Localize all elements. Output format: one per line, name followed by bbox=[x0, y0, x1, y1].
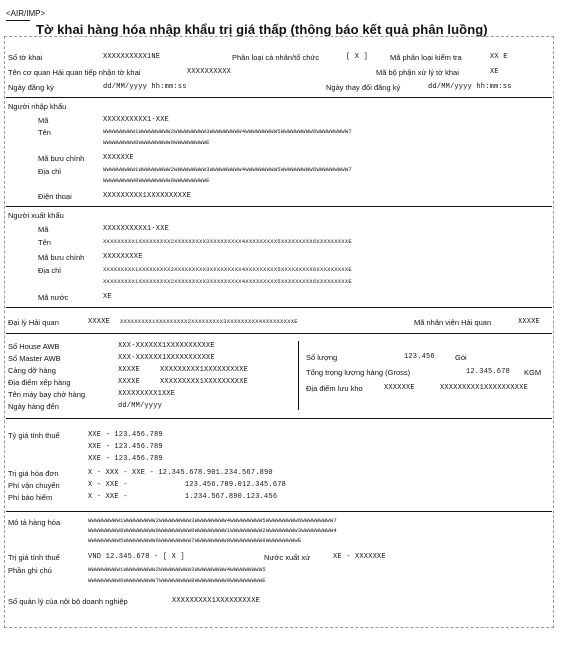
ty-gia-line-3: XXE - 123.456.789 bbox=[88, 455, 163, 463]
importer-ma-value: XXXXXXXXXX1-XXE bbox=[103, 116, 170, 124]
phan-loai-value: [ X ] bbox=[346, 53, 369, 61]
luu-kho-name: XXXXXXXXX1XXXXXXXXXE bbox=[440, 384, 529, 392]
ghi-chu-line2: WWWWWWWWW6WWWWWWWWW7WWWWWWWWW8WWWWWWWWW9WWWWWWWWWE bbox=[88, 577, 266, 584]
tri-gia-tinh-thue-label: Trị giá tính thuế bbox=[8, 553, 60, 562]
exporter-heading: Người xuất khẩu bbox=[8, 211, 64, 220]
dai-ly-label: Đại lý Hải quan bbox=[8, 318, 59, 327]
ngay-den-value: dd/MM/yyyy bbox=[118, 402, 163, 410]
luu-kho-label: Địa điểm lưu kho bbox=[306, 384, 363, 393]
importer-buu-chinh-label: Mã bưu chính bbox=[38, 154, 85, 163]
phan-loai-label: Phân loại cá nhân/tổ chức bbox=[232, 53, 320, 62]
so-luong-value: 123.456 bbox=[404, 353, 435, 361]
ty-gia-line-2: XXE - 123.456.789 bbox=[88, 443, 163, 451]
importer-ma-label: Mã bbox=[38, 116, 49, 125]
importer-heading: Người nhập khẩu bbox=[8, 102, 67, 111]
house-awb-label: Số House AWB bbox=[8, 342, 60, 351]
exporter-dia-chi-line1: XXXXXXXXX1XXXXXXXXX2XXXXXXXXX3XXXXXXXXX4XXXXXXXXX5XXXXXXXXX6XXXXXXXXXE bbox=[103, 266, 352, 273]
tri-gia-tinh-thue-value: VND 12.345.678 - [ X ] bbox=[88, 553, 185, 561]
phi-van-chuyen-value: X - XXE - 123.456.789.012.345.678 bbox=[88, 481, 287, 489]
trong-luong-unit: KGM bbox=[524, 368, 542, 377]
exporter-ten-label: Tên bbox=[38, 238, 51, 247]
phi-van-chuyen-label: Phí vận chuyển bbox=[8, 481, 60, 490]
mo-ta-line3: WWWWWWWWW5WWWWWWWWW6WWWWWWWWW7WWWWWWWWW8WWWWWWWWW9WWWWWWWWWE bbox=[88, 537, 302, 544]
phi-bao-hiem-value: X - XXE - 1.234.567.890.123.456 bbox=[88, 493, 278, 501]
phi-bao-hiem-label: Phí bảo hiểm bbox=[8, 493, 53, 502]
ngay-thay-doi-label: Ngày thay đổi đăng ký bbox=[326, 83, 401, 92]
so-to-khai-value: XXXXXXXXXX1NE bbox=[103, 53, 161, 61]
mo-ta-line1: WWWWWWWWW1WWWWWWWWW2WWWWWWWWW3WWWWWWWWW4WWWWWWWWW5WWWWWWWWW6WWWWWWWWW7 bbox=[88, 517, 337, 524]
dai-ly-name: XXXXXXXXX1XXXXXXXXX2XXXXXXXXX3XXXXXXXXX4XXXXXXXXXE bbox=[120, 318, 298, 325]
importer-ten-label: Tên bbox=[38, 128, 51, 137]
ngay-dang-ky-label: Ngày đăng ký bbox=[8, 83, 54, 92]
ma-bo-phan-value: XE bbox=[490, 68, 499, 76]
trong-luong-value: 12.345.678 bbox=[466, 368, 511, 376]
ma-phan-loai-label: Mã phân loại kiểm tra bbox=[390, 53, 462, 62]
importer-dien-thoai-value: XXXXXXXXX1XXXXXXXXXE bbox=[103, 192, 192, 200]
ngay-thay-doi-value: dd/MM/yyyy hh:mm:ss bbox=[428, 83, 512, 91]
ma-nhan-vien-value: XXXXE bbox=[518, 318, 541, 326]
master-awb-value: XXX-XXXXXX1XXXXXXXXXXE bbox=[118, 354, 215, 362]
exporter-buu-chinh-value: XXXXXXXXE bbox=[103, 253, 143, 261]
ghi-chu-line1: WWWWWWWWW1WWWWWWWWW2WWWWWWWWW3WWWWWWWWW4WWWWWWWWW5 bbox=[88, 566, 266, 573]
mo-ta-label: Mô tả hàng hóa bbox=[8, 518, 61, 527]
importer-dia-chi-line2: WWWWWWWWW8WWWWWWWWW9WWWWWWWWWE bbox=[103, 177, 210, 184]
trong-luong-label: Tổng trọng lượng hàng (Gross) bbox=[306, 368, 411, 377]
importer-ten-line2: WWWWWWWWW8WWWWWWWWW9WWWWWWWWWE bbox=[103, 139, 210, 146]
importer-ten-line1: WWWWWWWWW1WWWWWWWWW2WWWWWWWWW3WWWWWWWWW4WWWWWWWWW5WWWWWWWWW6WWWWWWWWW7 bbox=[103, 128, 352, 135]
exporter-ma-label: Mã bbox=[38, 225, 49, 234]
master-awb-label: Số Master AWB bbox=[8, 354, 61, 363]
so-luong-unit: Gói bbox=[455, 353, 467, 362]
cang-do-code: XXXXE bbox=[118, 366, 141, 374]
page-title: Tờ khai hàng hóa nhập khẩu trị giá thấp (thông báo kết quả phân luồng) bbox=[36, 22, 488, 37]
exporter-buu-chinh-label: Mã bưu chính bbox=[38, 253, 85, 262]
dia-diem-xep-name: XXXXXXXXX1XXXXXXXXXE bbox=[160, 378, 249, 386]
exporter-ten-line1: XXXXXXXXX1XXXXXXXXX2XXXXXXXXX3XXXXXXXXX4XXXXXXXXX5XXXXXXXXX6XXXXXXXXXE bbox=[103, 238, 352, 245]
ma-bo-phan-label: Mã bộ phận xử lý tờ khai bbox=[376, 68, 459, 77]
may-bay-value: XXXXXXXXX1XXE bbox=[118, 390, 176, 398]
co-quan-label: Tên cơ quan Hải quan tiếp nhận tờ khai bbox=[8, 68, 141, 77]
form-tag: <AIR/IMP> bbox=[6, 9, 46, 18]
ngay-den-label: Ngày hàng đến bbox=[8, 402, 59, 411]
nuoc-xuat-xu-label: Nước xuất xứ bbox=[264, 553, 311, 562]
co-quan-value: XXXXXXXXXX bbox=[187, 68, 232, 76]
dai-ly-code: XXXXE bbox=[88, 318, 111, 326]
exporter-dia-chi-line2: XXXXXXXXX1XXXXXXXXX2XXXXXXXXX3XXXXXXXXX4XXXXXXXXX5XXXXXXXXX6XXXXXXXXXE bbox=[103, 278, 352, 285]
ma-nhan-vien-label: Mã nhân viên Hải quan bbox=[414, 318, 492, 327]
ghi-chu-label: Phần ghi chú bbox=[8, 566, 52, 575]
ty-gia-line-1: XXE - 123.456.789 bbox=[88, 431, 163, 439]
ty-gia-label: Tỷ giá tính thuế bbox=[8, 431, 60, 440]
tag-underline bbox=[6, 20, 30, 21]
exporter-ma-nuoc-label: Mã nước bbox=[38, 293, 69, 302]
exporter-dia-chi-label: Địa chỉ bbox=[38, 266, 61, 275]
importer-buu-chinh-value: XXXXXXE bbox=[103, 154, 134, 162]
tri-gia-hoa-don-label: Trị giá hóa đơn bbox=[8, 469, 59, 478]
importer-dia-chi-line1: WWWWWWWWW1WWWWWWWWW2WWWWWWWWW3WWWWWWWWW4WWWWWWWWW5WWWWWWWWW6WWWWWWWWW7 bbox=[103, 166, 352, 173]
so-quan-ly-label: Số quản lý của nội bộ doanh nghiệp bbox=[8, 597, 128, 606]
exporter-ma-value: XXXXXXXXXX1-XXE bbox=[103, 225, 170, 233]
dia-diem-xep-code: XXXXE bbox=[118, 378, 141, 386]
tri-gia-hoa-don-value: X - XXX - XXE - 12.345.678.901.234.567.890 bbox=[88, 469, 273, 477]
so-luong-label: Số lượng bbox=[306, 353, 338, 362]
so-to-khai-label: Số tờ khai bbox=[8, 53, 43, 62]
house-awb-value: XXX-XXXXXX1XXXXXXXXXXE bbox=[118, 342, 215, 350]
may-bay-label: Tên máy bay chở hàng bbox=[8, 390, 86, 399]
cang-do-label: Cảng dỡ hàng bbox=[8, 366, 56, 375]
luu-kho-code: XXXXXXE bbox=[384, 384, 415, 392]
page-border bbox=[4, 36, 554, 628]
mo-ta-line2: WWWWWWWWW8WWWWWWWWW9WWWWWWWWW0WWWWWWWWW1WWWWWWWWW2WWWWWWWWW3WWWWWWWWW4 bbox=[88, 527, 337, 534]
so-quan-ly-value: XXXXXXXXX1XXXXXXXXXE bbox=[172, 597, 261, 605]
ngay-dang-ky-value: dd/MM/yyyy hh:mm:ss bbox=[103, 83, 187, 91]
cang-do-name: XXXXXXXXX1XXXXXXXXXE bbox=[160, 366, 249, 374]
importer-dien-thoai-label: Điện thoại bbox=[38, 192, 72, 201]
importer-dia-chi-label: Địa chỉ bbox=[38, 167, 61, 176]
exporter-ma-nuoc-value: XE bbox=[103, 293, 112, 301]
nuoc-xuat-xu-value: XE - XXXXXXE bbox=[333, 553, 386, 561]
dia-diem-xep-label: Địa điểm xếp hàng bbox=[8, 378, 71, 387]
ma-phan-loai-value: XX E bbox=[490, 53, 508, 61]
